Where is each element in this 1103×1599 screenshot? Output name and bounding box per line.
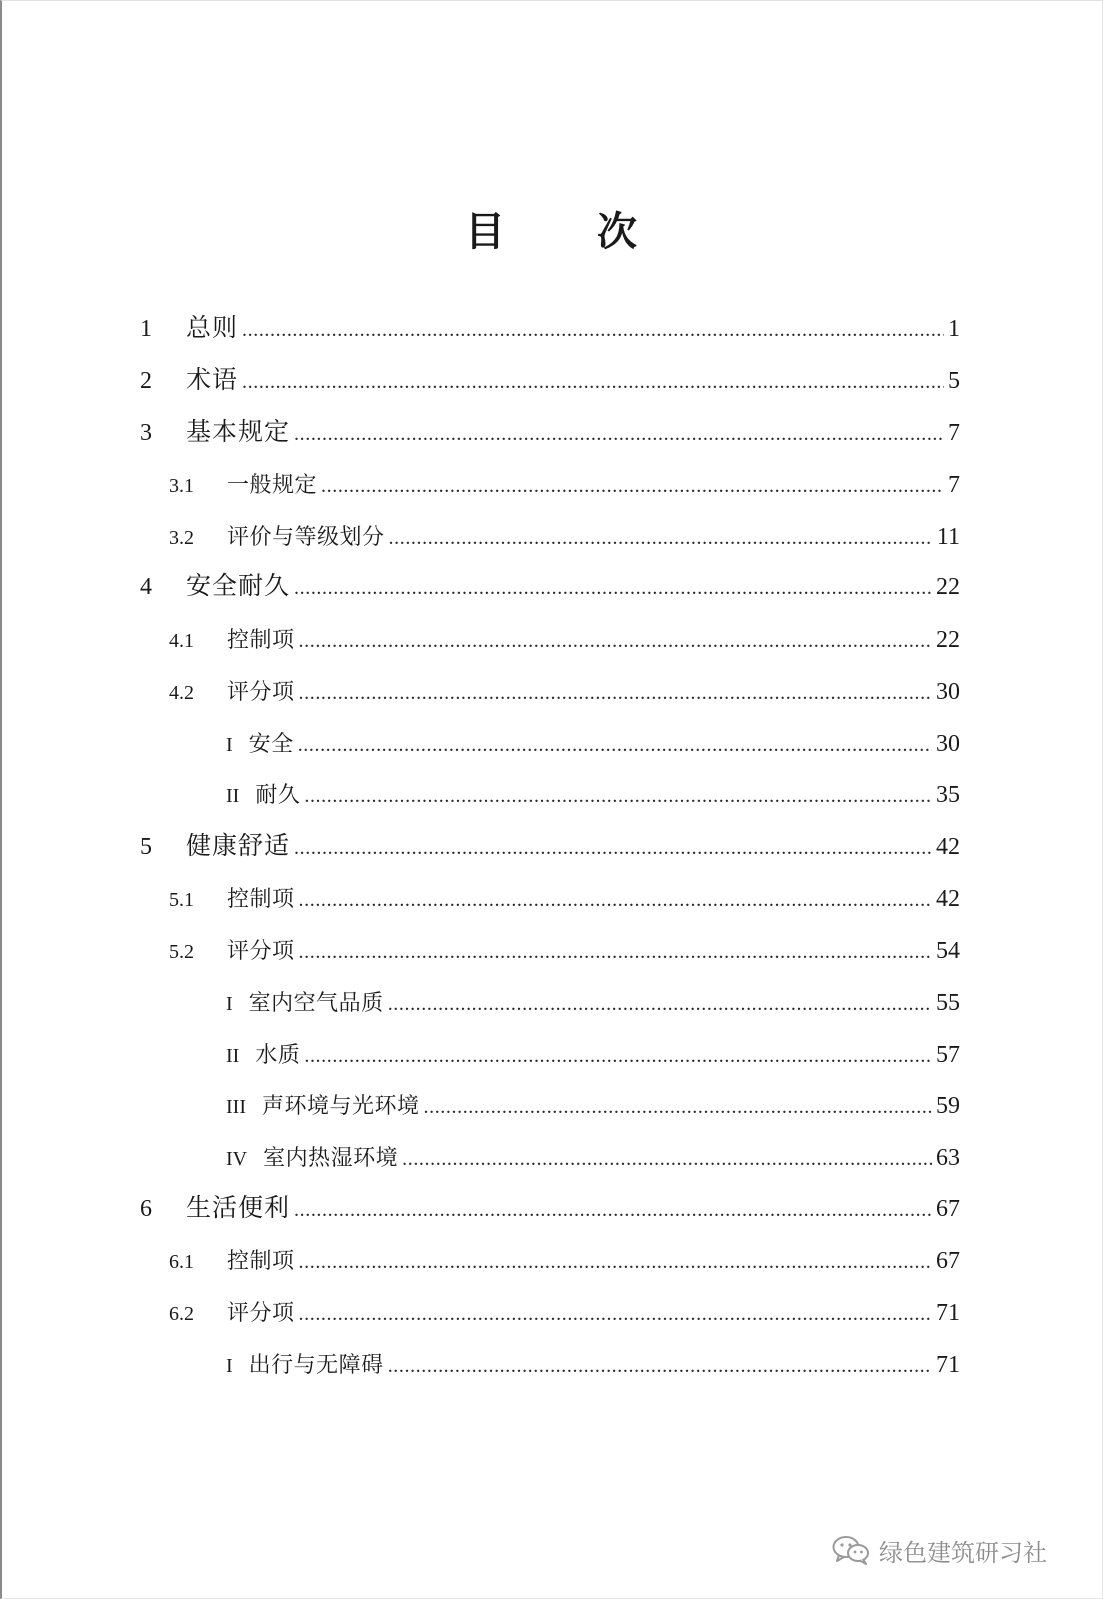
toc-entry-number: 5.2 <box>169 941 194 963</box>
page-title <box>2 197 1102 267</box>
toc-entry-page: 71 <box>936 1352 960 1378</box>
toc-entry-number: 5.1 <box>169 889 194 911</box>
toc-entry-number: 3.1 <box>169 475 194 497</box>
toc-entry-number: 6 <box>140 1196 152 1222</box>
toc-entry-page: 30 <box>936 731 960 757</box>
wechat-icon <box>831 1534 871 1566</box>
toc-entry-number: IV <box>226 1148 248 1170</box>
leader-dots <box>424 1087 933 1127</box>
toc-entry-label: 术语 <box>186 365 239 394</box>
toc-entry-label: 安全耐久 <box>186 571 291 600</box>
watermark <box>831 1530 1047 1570</box>
toc-entry-page: 42 <box>936 834 960 860</box>
leader-dots <box>299 932 932 972</box>
leader-dots <box>402 1139 932 1179</box>
toc-entry-label: 室内空气品质 <box>248 991 384 1016</box>
leader-dots <box>242 362 944 402</box>
toc-entry-page: 30 <box>936 679 960 705</box>
toc-section[interactable] <box>226 1345 960 1385</box>
leader-dots <box>299 621 932 661</box>
toc-subentry[interactable] <box>169 1293 960 1333</box>
toc-entry-number: 4.1 <box>169 630 194 652</box>
toc-entry-page: 7 <box>948 420 960 446</box>
toc-entry-page: 1 <box>948 316 960 342</box>
toc-entry-number: 3.2 <box>169 527 194 549</box>
toc-section[interactable] <box>226 1086 960 1126</box>
toc-subentry[interactable] <box>169 879 960 919</box>
leader-dots <box>388 1346 932 1386</box>
toc-entry[interactable] <box>140 1188 960 1228</box>
leader-dots <box>321 466 944 506</box>
toc-subentry[interactable] <box>169 931 960 971</box>
toc-entry-number: II <box>226 1045 240 1067</box>
toc-entry-number: 6.1 <box>169 1251 194 1273</box>
toc-entry-number: 1 <box>140 316 152 342</box>
toc-section[interactable] <box>226 983 960 1023</box>
toc-entry-number: 5 <box>140 834 152 860</box>
toc-entry-label: 室内热湿环境 <box>263 1146 399 1171</box>
leader-dots <box>294 568 932 608</box>
toc-entry-label: 出行与无障碍 <box>248 1353 384 1378</box>
toc-entry-page: 71 <box>936 1300 960 1326</box>
toc-entry-number: 4.2 <box>169 682 194 704</box>
toc-entry-label: 总则 <box>186 313 239 342</box>
toc-entry-page: 54 <box>936 938 960 964</box>
leader-dots <box>298 725 932 765</box>
title-char-1: 目 <box>465 209 507 255</box>
leader-dots <box>242 310 944 350</box>
leader-dots <box>304 1036 932 1076</box>
toc-entry-number: I <box>226 1355 233 1377</box>
toc-entry-page: 55 <box>936 990 960 1016</box>
toc-entry-page: 67 <box>936 1248 960 1274</box>
toc-entry-number: 6.2 <box>169 1303 194 1325</box>
leader-dots <box>304 776 932 816</box>
toc-entry[interactable] <box>140 566 960 606</box>
toc-entry-number: 4 <box>140 574 152 600</box>
leader-dots <box>299 1242 932 1282</box>
toc-entry-page: 59 <box>936 1093 960 1119</box>
toc-entry-page: 11 <box>936 524 960 550</box>
toc-entry-page: 22 <box>936 627 960 653</box>
leader-dots <box>294 1190 932 1230</box>
toc-entry-label: 耐久 <box>255 783 301 808</box>
toc-entry-label: 健康舒适 <box>186 831 291 860</box>
toc-entry-page: 5 <box>948 368 960 394</box>
toc-entry-page: 67 <box>936 1196 960 1222</box>
toc-entry-label: 安全 <box>248 732 294 757</box>
leader-dots <box>299 1294 932 1334</box>
toc-entry-label: 水质 <box>255 1043 301 1068</box>
toc-entry-number: 2 <box>140 368 152 394</box>
toc-entry-number: II <box>226 785 240 807</box>
leader-dots <box>299 673 932 713</box>
toc-entry-label: 基本规定 <box>186 417 291 446</box>
toc-entry-label: 评分项 <box>227 680 295 705</box>
toc-entry-label: 控制项 <box>227 1249 295 1274</box>
toc-entry[interactable] <box>140 360 960 400</box>
toc-entry-page: 57 <box>936 1042 960 1068</box>
toc-entry-number: III <box>226 1096 246 1118</box>
toc-entry-page: 7 <box>948 472 960 498</box>
toc-entry-number: I <box>226 734 233 756</box>
toc-subentry[interactable] <box>169 465 960 505</box>
toc-entry-number: I <box>226 993 233 1015</box>
leader-dots <box>299 880 932 920</box>
toc-entry-label: 声环境与光环境 <box>261 1094 420 1119</box>
toc-entry-page: 22 <box>936 574 960 600</box>
toc-section[interactable] <box>226 1138 960 1178</box>
toc-subentry[interactable] <box>169 620 960 660</box>
leader-dots <box>294 414 944 454</box>
toc-section[interactable] <box>226 775 960 815</box>
toc-section[interactable] <box>226 1035 960 1075</box>
toc-entry-label: 生活便利 <box>186 1193 291 1222</box>
leader-dots <box>294 828 932 868</box>
toc-entry-label: 一般规定 <box>227 473 318 498</box>
toc-entry-number: 3 <box>140 420 152 446</box>
toc-entry-label: 控制项 <box>227 628 295 653</box>
toc-entry-page: 63 <box>936 1145 960 1171</box>
toc-entry-label: 评分项 <box>227 1301 295 1326</box>
toc-entry-label: 评分项 <box>227 939 295 964</box>
toc-entry-page: 35 <box>936 782 960 808</box>
toc-entry-label: 评价与等级划分 <box>227 525 385 550</box>
title-char-2: 次 <box>597 209 639 255</box>
watermark-text: 绿色建筑研习社 <box>879 1538 1047 1567</box>
toc-subentry[interactable] <box>169 517 960 557</box>
toc-entry-page: 42 <box>936 886 960 912</box>
toc-entry[interactable] <box>140 826 960 866</box>
toc-entry[interactable] <box>140 412 960 452</box>
toc-subentry[interactable] <box>169 672 960 712</box>
toc-section[interactable] <box>226 724 960 764</box>
leader-dots <box>388 984 932 1024</box>
toc-entry[interactable] <box>140 308 960 348</box>
leader-dots <box>389 518 933 558</box>
toc-entry-label: 控制项 <box>227 887 295 912</box>
toc-subentry[interactable] <box>169 1241 960 1281</box>
